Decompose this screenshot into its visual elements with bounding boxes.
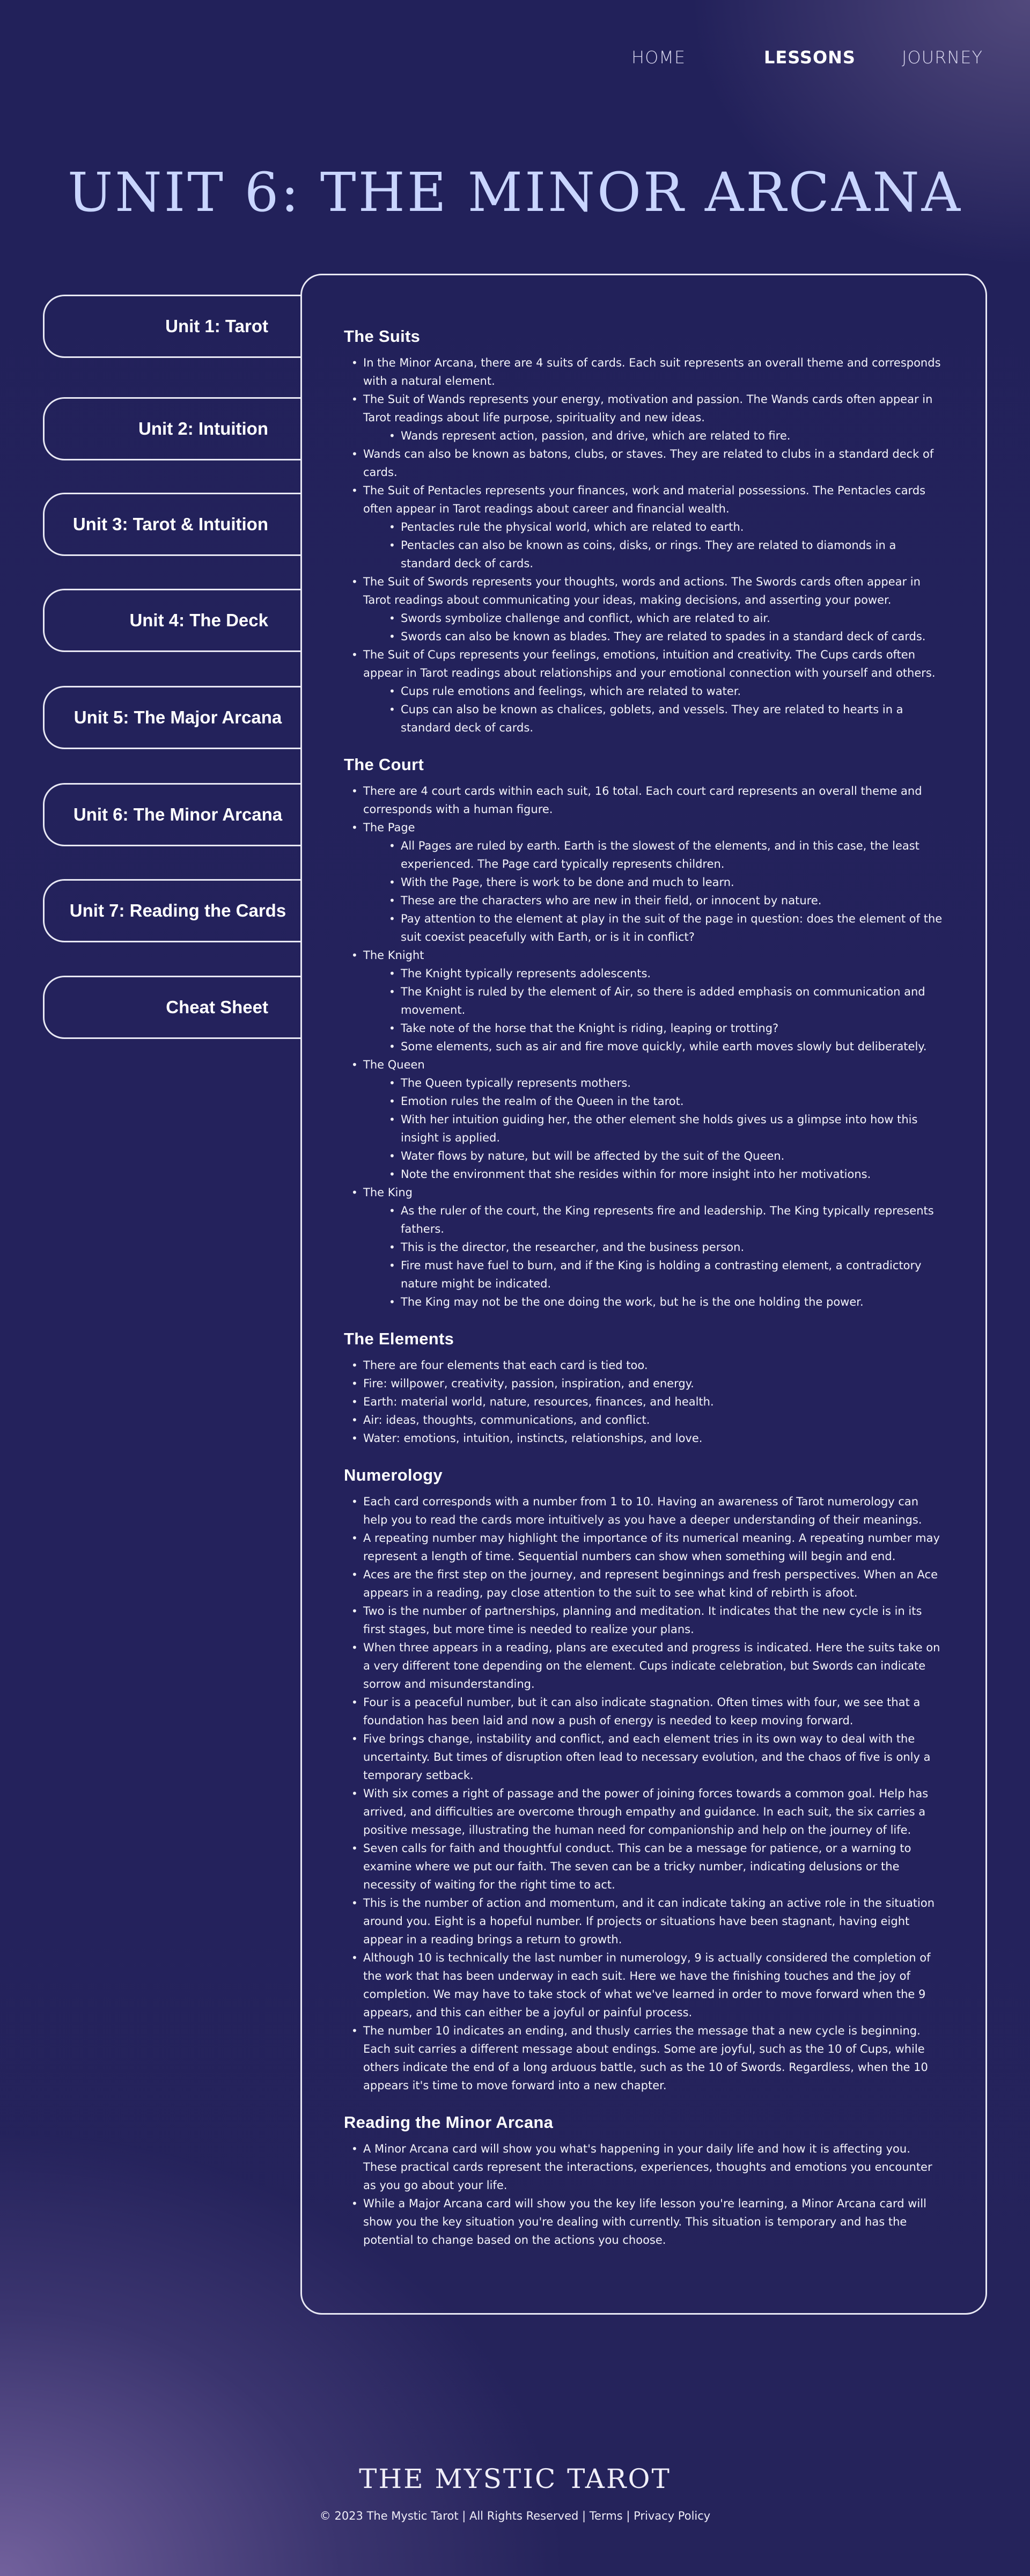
list-item: • While a Major Arcana card will show you the key life lesson you're learning, a Minor Arcana card will show you the key situation you're dealing with currently. This situation is temporary and has the potential to change based on the actions you choose. [344, 2194, 944, 2249]
list-item-text: The Suit of Wands represents your energy, motivation and passion. The Wands cards often appear in Tarot readings about life purpose, spirituality and new ideas. [363, 393, 933, 424]
sidebar-item-unit-7[interactable]: Unit 7: Reading the Cards [43, 879, 301, 942]
list-item: • Water flows by nature, but will be affected by the suit of the Queen. [363, 1147, 944, 1165]
list-item: • The Knight typically represents adolescents. [363, 964, 944, 983]
sidebar-item-unit-4[interactable]: Unit 4: The Deck [43, 589, 301, 652]
list-item: • A Minor Arcana card will show you what's happening in your daily life and how it is affecting you. These practical cards represent the interactions, experiences, thoughts and emotions you encounter as you go about your life. [344, 2140, 944, 2194]
list-item: • In the Minor Arcana, there are 4 suits of cards. Each suit represents an overall theme and corresponds with a natural element. [344, 354, 944, 390]
list-item-text: The Suit of Swords represents your thoughts, words and actions. The Swords cards often appear in Tarot readings about communicating your ideas, making decisions, and asserting your power. [363, 575, 921, 606]
nav-home-link[interactable]: HOME [631, 47, 686, 68]
list-item-text: The King [363, 1186, 413, 1199]
list-item: • There are 4 court cards within each suit, 16 total. Each court card represents an overall theme and corresponds with a human figure. [344, 782, 944, 818]
list-item: • Each card corresponds with a number from 1 to 10. Having an awareness of Tarot numerology can help you to read the cards more intuitively as you have a deeper understanding of their meanings. [344, 1492, 944, 1529]
section-heading-numerology: Numerology [344, 1466, 443, 1484]
list-item: • Fire: willpower, creativity, passion, inspiration, and energy. [344, 1374, 944, 1393]
nav-journey-link[interactable]: JOURNEY [902, 47, 983, 68]
section-heading-suits: The Suits [344, 327, 421, 346]
list-item: • Swords can also be known as blades. They are related to spades in a standard deck of cards. [363, 627, 944, 646]
list-item: • When three appears in a reading, plans are executed and progress is indicated. Here the suits take on a very different tone depending on the element. Cups indicate celebration, but Swords can indicate sorrow and misunderstanding. [344, 1638, 944, 1693]
footer-logo: THE MYSTIC TAROT [359, 2463, 671, 2494]
lesson-content-panel [300, 274, 987, 2315]
list-item: • Four is a peaceful number, but it can also indicate stagnation. Often times with four, we see that a foundation has been laid and now a push of energy is needed to keep moving forward. [344, 1693, 944, 1730]
sidebar-item-unit-3[interactable]: Unit 3: Tarot & Intuition [43, 493, 301, 556]
top-nav [631, 47, 983, 68]
list-item: • A repeating number may highlight the importance of its numerical meaning. A repeating number may represent a length of time. Sequential numbers can show when something will begin and end. [344, 1529, 944, 1565]
list-item: • Although 10 is technically the last number in numerology, 9 is actually considered the completion of the work that has been underway in each suit. Here we have the finishing touches and the joy of completion. We may have to take stock of what we've learned in order to move forward when the 9 appears, and this can either be a joyful or painful process. [344, 1949, 944, 2022]
list-item: • Two is the number of partnerships, planning and meditation. It indicates that the new cycle is in its first stages, but more time is needed to realize your plans. [344, 1602, 944, 1638]
sidebar-item-unit-2[interactable]: Unit 2: Intuition [43, 397, 301, 460]
list-item: • Cups rule emotions and feelings, which are related to water. [363, 682, 944, 700]
sidebar-item-unit-6[interactable]: Unit 6: The Minor Arcana [43, 783, 301, 846]
page-title: UNIT 6: THE MINOR ARCANA [68, 161, 962, 224]
list-item-text: The Suit of Cups represents your feelings, emotions, intuition and creativity. The Cups cards often appear in Tarot readings about relationships and your emotional connection with yourself and others. [363, 648, 936, 679]
section-court [344, 755, 944, 1311]
nav-lessons-link[interactable]: LESSONS [764, 47, 856, 68]
numerology-list [344, 1492, 944, 2095]
list-item: • Seven calls for faith and thoughtful conduct. This can be a message for patience, or a warning to examine where we put our faith. The seven can be a tricky number, indicating delusions or the necessity of waiting for the right time to act. [344, 1839, 944, 1894]
list-item: • Water: emotions, intuition, instincts, relationships, and love. [344, 1429, 944, 1447]
footer-copyright: © 2023 The Mystic Tarot | All Rights Reserved | [319, 2509, 586, 2522]
list-item: • With six comes a right of passage and the power of joining forces towards a common goal. Help has arrived, and difficulties are overcome through empathy and guidance. In each suit, the six carries a positive message, illustrating the human need for companionship and help on the journey of life. [344, 1784, 944, 1839]
section-suits [344, 327, 944, 737]
section-numerology [344, 1466, 944, 2095]
footer-privacy-link[interactable]: Privacy Policy [634, 2509, 711, 2522]
list-item [344, 646, 944, 737]
sidebar-item-unit-1[interactable]: Unit 1: Tarot [43, 295, 301, 358]
list-item [344, 1056, 944, 1183]
list-item: • Swords symbolize challenge and conflict, which are related to air. [363, 609, 944, 627]
list-item [344, 390, 944, 445]
list-item: • Some elements, such as air and fire move quickly, while earth moves slowly but deliberately. [363, 1037, 944, 1056]
list-item: • Pentacles rule the physical world, which are related to earth. [363, 518, 944, 536]
list-item: • Fire must have fuel to burn, and if the King is holding a contrasting element, a contradictory nature might be indicated. [363, 1256, 944, 1293]
list-item: • Aces are the first step on the journey, and represent beginnings and fresh perspectives. When an Ace appears in a reading, pay close attention to the suit to see what kind of rebirth is afoot. [344, 1565, 944, 1602]
list-item: • Take note of the horse that the Knight is riding, leaping or trotting? [363, 1019, 944, 1037]
list-item: • Cups can also be known as chalices, goblets, and vessels. They are related to hearts in a standard deck of cards. [363, 700, 944, 737]
list-item: • This is the number of action and momentum, and it can indicate taking an active role in the situation around you. Eight is a hopeful number. If projects or situations have been stagnant, having eight appear in a reading brings a return to growth. [344, 1894, 944, 1949]
list-item: • Air: ideas, thoughts, communications, and conflict. [344, 1411, 944, 1429]
list-item: • These are the characters who are new in their field, or innocent by nature. [363, 891, 944, 910]
sidebar-item-unit-5[interactable]: Unit 5: The Major Arcana [43, 686, 301, 749]
section-elements [344, 1329, 944, 1447]
list-item [344, 946, 944, 1056]
list-item-text: The Page [363, 821, 415, 834]
list-item: • The number 10 indicates an ending, and thusly carries the message that a new cycle is beginning. Each suit carries a different message about endings. Some are joyful, such as the 10 of Cups, while others indicate the end of a long arduous battle, such as the 10 of Swords. Regardless, when the 10 appears it's time to move forward into a new chapter. [344, 2022, 944, 2095]
elements-list [344, 1356, 944, 1447]
list-item: • Wands represent action, passion, and drive, which are related to fire. [363, 427, 944, 445]
list-item: • Five brings change, instability and conflict, and each element tries in its own way to deal with the uncertainty. But times of disruption often lead to necessary evolution, and the chaos of five is only a temporary setback. [344, 1730, 944, 1784]
list-item: • The King may not be the one doing the work, but he is the one holding the power. [363, 1293, 944, 1311]
list-item: • The Queen typically represents mothers. [363, 1074, 944, 1092]
footer-text [0, 2509, 1030, 2522]
court-list [344, 782, 944, 1311]
sidebar-item-cheat-sheet[interactable]: Cheat Sheet [43, 976, 301, 1039]
list-item-text: The Suit of Pentacles represents your finances, work and material possessions. The Pentacles cards often appear in Tarot readings about career and financial wealth. [363, 484, 926, 515]
list-item-text: The Queen [363, 1058, 425, 1071]
list-item-text: The Knight [363, 949, 424, 962]
list-item [344, 818, 944, 946]
list-item: • With the Page, there is work to be done and much to learn. [363, 873, 944, 891]
list-item [344, 573, 944, 646]
section-reading [344, 2113, 944, 2249]
list-item: • Earth: material world, nature, resources, finances, and health. [344, 1393, 944, 1411]
list-item: • With her intuition guiding her, the other element she holds gives us a glimpse into how this insight is applied. [363, 1110, 944, 1147]
list-item [344, 481, 944, 573]
list-item: • Wands can also be known as batons, clubs, or staves. They are related to clubs in a standard deck of cards. [344, 445, 944, 481]
section-heading-court: The Court [344, 755, 424, 774]
list-item: • This is the director, the researcher, and the business person. [363, 1238, 944, 1256]
suits-list [344, 354, 944, 737]
list-item: • Note the environment that she resides within for more insight into her motivations. [363, 1165, 944, 1183]
list-item: • Pentacles can also be known as coins, disks, or rings. They are related to diamonds in a standard deck of cards. [363, 536, 944, 573]
list-item: • All Pages are ruled by earth. Earth is the slowest of the elements, and in this case, the least experienced. The Page card typically represents children. [363, 837, 944, 873]
list-item: • The Knight is ruled by the element of Air, so there is added emphasis on communication and movement. [363, 983, 944, 1019]
footer-terms-link[interactable]: Terms [589, 2509, 623, 2522]
list-item: • Pay attention to the element at play in the suit of the page in question: does the element of the suit coexist peacefully with Earth, or is it in conflict? [363, 910, 944, 946]
list-item: • There are four elements that each card is tied too. [344, 1356, 944, 1374]
list-item: • Emotion rules the realm of the Queen in the tarot. [363, 1092, 944, 1110]
reading-list [344, 2140, 944, 2249]
section-heading-elements: The Elements [344, 1329, 454, 1348]
list-item: • As the ruler of the court, the King represents fire and leadership. The King typically represents fathers. [363, 1202, 944, 1238]
list-item [344, 1183, 944, 1311]
footer-separator: | [626, 2509, 630, 2522]
section-heading-reading: Reading the Minor Arcana [344, 2113, 554, 2132]
